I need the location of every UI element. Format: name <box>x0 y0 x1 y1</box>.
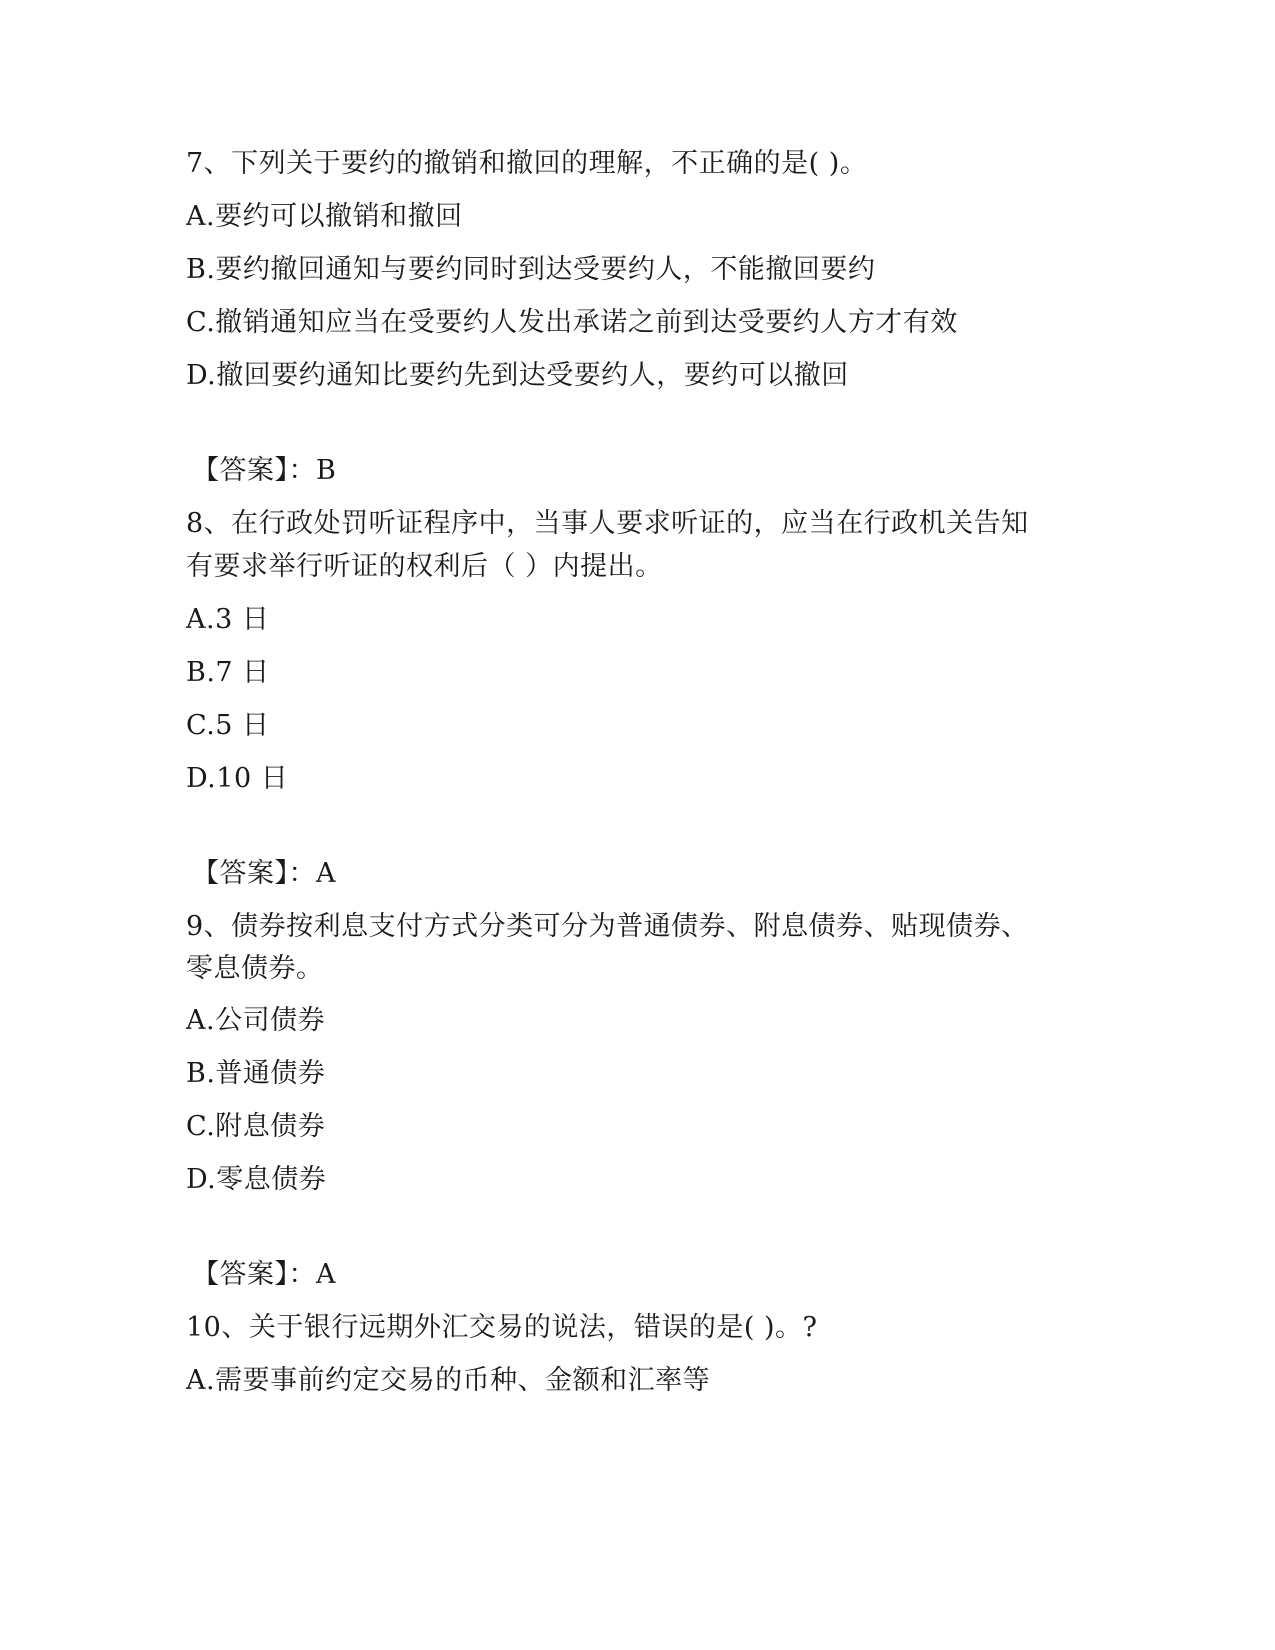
question-8-stem-line-1: 8、在行政处罚听证程序中，当事人要求听证的，应当在行政机关告知 <box>186 508 1029 539</box>
question-9-option-a: A.公司债券 <box>186 1005 326 1036</box>
question-7-stem: 7、下列关于要约的撤销和撤回的理解，不正确的是( )。 <box>186 148 868 179</box>
question-10-option-a: A.需要事前约定交易的币种、金额和汇率等 <box>186 1365 711 1396</box>
question-9-option-c: C.附息债券 <box>186 1111 326 1142</box>
question-8-answer: 【答案】：A <box>192 858 336 889</box>
question-8-option-a: A.3 日 <box>186 604 270 635</box>
question-9-stem-line-1: 9、债券按利息支付方式分类可分为普通债券、附息债券、贴现债券、 <box>186 911 1029 942</box>
question-8-stem-line-2: 有要求举行听证的权利后（ ）内提出。 <box>186 551 663 582</box>
question-9-stem-line-2: 零息债券。 <box>186 953 324 984</box>
question-7-option-d: D.撤回要约通知比要约先到达受要约人，要约可以撤回 <box>186 360 849 391</box>
question-7-option-a: A.要约可以撤销和撤回 <box>186 201 463 232</box>
question-9-answer: 【答案】：A <box>192 1259 336 1290</box>
question-8-option-c: C.5 日 <box>186 710 270 741</box>
question-9-option-d: D.零息债券 <box>186 1164 327 1195</box>
question-10-stem: 10、关于银行远期外汇交易的说法，错误的是( )。? <box>186 1312 818 1343</box>
question-9-option-b: B.普通债券 <box>186 1058 326 1089</box>
question-7-option-b: B.要约撤回通知与要约同时到达受要约人，不能撤回要约 <box>186 254 876 285</box>
question-8-option-b: B.7 日 <box>186 657 270 688</box>
question-7-answer: 【答案】：B <box>192 455 337 486</box>
question-7-option-c: C.撤销通知应当在受要约人发出承诺之前到达受要约人方才有效 <box>186 307 958 338</box>
question-8-option-d: D.10 日 <box>186 763 289 794</box>
